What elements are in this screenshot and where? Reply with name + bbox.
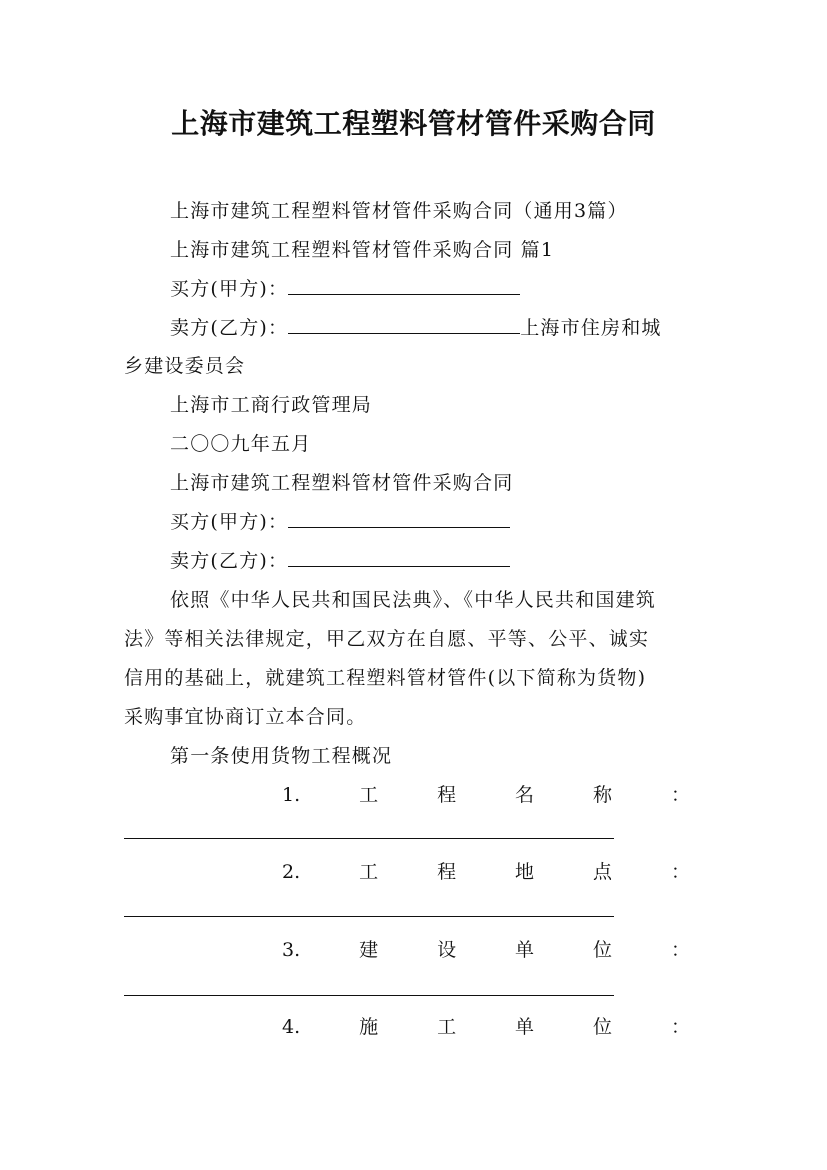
item-char: 名 <box>515 784 535 806</box>
item-char: 设 <box>437 939 457 961</box>
item-row <box>282 1012 690 1042</box>
item-char: 称 <box>593 784 613 806</box>
blank-underline[interactable] <box>124 995 614 996</box>
seller-blank-field[interactable] <box>288 313 520 334</box>
buyer-blank-field[interactable] <box>288 274 520 295</box>
document-date: 二〇〇九年五月 <box>170 433 312 455</box>
item-row <box>282 857 690 887</box>
item-char: 位 <box>593 1016 613 1038</box>
blank-underline[interactable] <box>124 916 614 917</box>
item-colon: ： <box>670 1016 690 1038</box>
item-char: 地 <box>515 861 535 883</box>
paragraph-line: 法》等相关法律规定，甲乙双方在自愿、平等、公平、诚实 <box>124 628 650 650</box>
seller-label: 卖方(乙方)： <box>170 550 289 572</box>
seller-label: 卖方(乙方)： <box>170 317 289 339</box>
article-heading: 第一条使用货物工程概况 <box>170 745 393 767</box>
item-char: 工 <box>359 784 379 806</box>
seller-line-2 <box>170 546 510 576</box>
document-subtitle: 上海市建筑工程塑料管材管件采购合同（通用3篇） <box>170 200 628 222</box>
buyer-blank-field[interactable] <box>288 507 510 528</box>
item-colon: ： <box>670 784 690 806</box>
buyer-label: 买方(甲方)： <box>170 511 289 533</box>
document-title: 上海市建筑工程塑料管材管件采购合同 <box>171 107 656 140</box>
item-number: 4. <box>282 1016 301 1038</box>
buyer-label: 买方(甲方)： <box>170 278 289 300</box>
item-char: 施 <box>359 1016 379 1038</box>
issuer-2: 上海市工商行政管理局 <box>170 394 373 416</box>
item-number: 1. <box>282 784 301 806</box>
item-row <box>282 780 690 810</box>
buyer-line-1 <box>170 274 520 304</box>
blank-underline[interactable] <box>124 838 614 839</box>
item-colon: ： <box>670 861 690 883</box>
contract-title: 上海市建筑工程塑料管材管件采购合同 <box>170 472 514 494</box>
item-char: 单 <box>515 939 535 961</box>
section-heading: 上海市建筑工程塑料管材管件采购合同 篇1 <box>170 239 555 261</box>
item-char: 程 <box>437 861 457 883</box>
issuer-text: 上海市住房和城 <box>520 317 662 339</box>
item-number: 2. <box>282 861 301 883</box>
seller-line-1 <box>170 313 662 343</box>
paragraph-line: 采购事宜协商订立本合同。 <box>124 706 367 728</box>
item-char: 建 <box>359 939 379 961</box>
seller-blank-field[interactable] <box>288 546 510 567</box>
item-number: 3. <box>282 939 301 961</box>
paragraph-line: 依照《中华人民共和国民法典》、《中华人民共和国建筑 <box>170 589 657 611</box>
paragraph-line: 信用的基础上，就建筑工程塑料管材管件(以下简称为货物) <box>124 667 647 689</box>
item-char: 点 <box>593 861 613 883</box>
item-char: 程 <box>437 784 457 806</box>
item-char: 单 <box>515 1016 535 1038</box>
item-colon: ： <box>670 939 690 961</box>
issuer-continuation: 乡建设委员会 <box>124 355 246 377</box>
buyer-line-2 <box>170 507 510 537</box>
item-row <box>282 935 690 965</box>
item-char: 工 <box>437 1016 457 1038</box>
item-char: 工 <box>359 861 379 883</box>
item-char: 位 <box>593 939 613 961</box>
